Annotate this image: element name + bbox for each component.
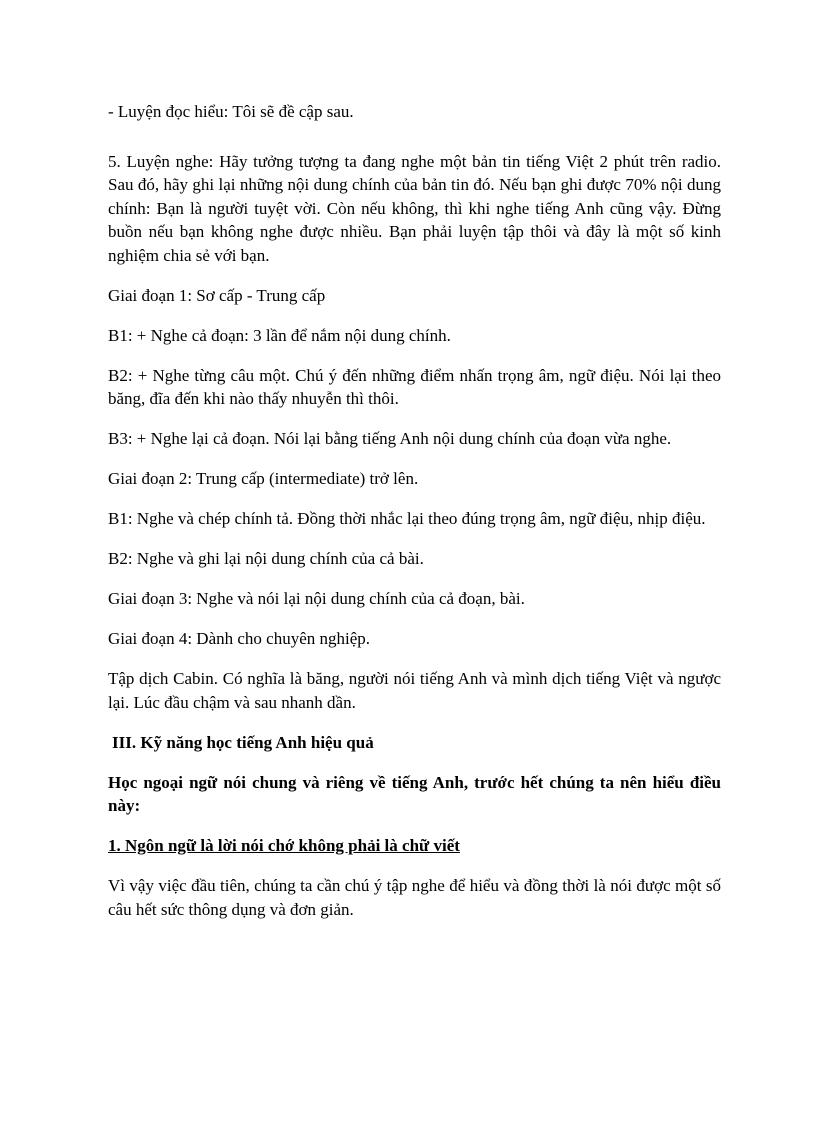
paragraph-reading-practice: - Luyện đọc hiểu: Tôi sẽ đề cập sau. (108, 102, 354, 121)
paragraph-stage-1: Giai đoạn 1: Sơ cấp - Trung cấp (108, 285, 326, 305)
subheading-language-is-speech: 1. Ngôn ngữ là lời nói chớ không phải là chữ viết (108, 836, 460, 855)
paragraph-cabin-translation: Tập dịch Cabin. Có nghĩa là băng, người nói tiếng Anh và mình dịch tiếng Việt và ngược lại. Lúc đầu chậm và sau nhanh dần. (108, 669, 721, 712)
bold-intro-paragraph: Học ngoại ngữ nói chung và riêng về tiếng Anh, trước hết chúng ta nên hiểu điều này: (108, 772, 721, 815)
paragraph-stage-3: Giai đoạn 3: Nghe và nói lại nội dung chính của cả đoạn, bài. (108, 589, 525, 608)
paragraph-stage-2-step-1: B1: Nghe và chép chính tả. Đồng thời nhắc lại theo đúng trọng âm, ngữ điệu, nhịp điệu. (108, 509, 706, 528)
paragraph-first-step: Vì vậy việc đầu tiên, chúng ta cần chú ý tập nghe để hiểu và đồng thời là nói được một số câu hết sức thông dụng và đơn giản. (108, 876, 721, 919)
paragraph-stage-1-step-1: B1: + Nghe cả đoạn: 3 lần để nắm nội dung chính. (108, 325, 451, 345)
section-heading-iii: III. Kỹ năng học tiếng Anh hiệu quả (112, 732, 374, 752)
paragraph-stage-2: Giai đoạn 2: Trung cấp (intermediate) trở lên. (108, 469, 419, 488)
paragraph-stage-1-step-2: B2: + Nghe từng câu một. Chú ý đến những điểm nhấn trọng âm, ngữ điệu. Nói lại theo băng, đĩa đến khi nào thấy nhuyễn thì thôi. (108, 365, 721, 408)
document-page (108, 100, 721, 938)
paragraph-listening-practice: 5. Luyện nghe: Hãy tưởng tượng ta đang nghe một bản tin tiếng Việt 2 phút trên radio. Sau đó, hãy ghi lại những nội dung chính của bản tin đó. Nếu bạn ghi được 70% nội dung chính: Bạn là người tuyệt vời. Còn nếu không, thì khi nghe tiếng Anh cũng vậy. Đừng buồn nếu bạn không nghe được nhiều. Bạn phải luyện tập thôi và đây là một số kinh nghiệm chia sẻ với bạn. (108, 151, 721, 265)
paragraph-stage-2-step-2: B2: Nghe và ghi lại nội dung chính của cả bài. (108, 549, 424, 568)
paragraph-stage-4: Giai đoạn 4: Dành cho chuyên nghiệp. (108, 629, 371, 648)
paragraph-stage-1-step-3: B3: + Nghe lại cả đoạn. Nói lại bằng tiếng Anh nội dung chính của đoạn vừa nghe. (108, 429, 672, 448)
